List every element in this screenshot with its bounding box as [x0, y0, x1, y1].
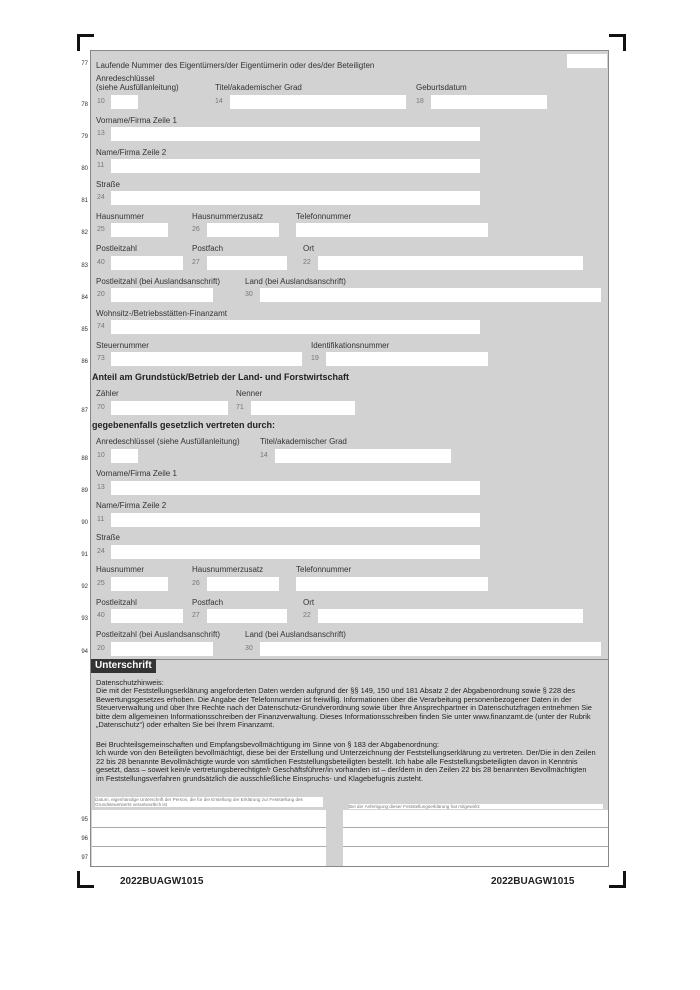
field-number: 70	[97, 404, 105, 411]
field-telefonnummer[interactable]	[296, 223, 488, 237]
label-anrede: Anredeschlüssel	[96, 74, 155, 83]
field-zaehler[interactable]	[111, 401, 228, 415]
divider	[92, 846, 326, 847]
signature-heading: Unterschrift	[91, 659, 156, 673]
label-hausnummer-vertreter: Hausnummer	[96, 565, 145, 574]
field-number: 13	[97, 484, 105, 491]
field-land-ausland[interactable]	[260, 288, 601, 302]
field-number: 18	[416, 98, 424, 105]
crop-mark-top-left	[77, 34, 94, 51]
row-number: 78	[81, 102, 88, 108]
signature-field-left[interactable]	[92, 810, 326, 866]
row-number: 77	[81, 61, 88, 67]
divider	[343, 827, 608, 828]
field-hausnummerzusatz-vertreter[interactable]	[207, 577, 279, 591]
field-number: 26	[192, 226, 200, 233]
label-land-ausland-vertreter: Land (bei Auslandsanschrift)	[245, 630, 346, 639]
label-titel: Titel/akademischer Grad	[215, 83, 302, 92]
row-number: 90	[81, 520, 88, 526]
signature-label-right: Bei der Anfertigung dieser Feststellungserklärung hat mitgewirkt:	[349, 804, 603, 809]
datenschutz-hinweis	[96, 679, 596, 729]
signature-label-left: Datum, eigenhändige Unterschrift der Person, die für die Erstellung der Erklärung zur Feststellung des Grundsteuerwerts verantwortlich ist	[95, 797, 323, 807]
label-telefonnummer: Telefonnummer	[296, 212, 352, 221]
label-postfach: Postfach	[192, 244, 224, 253]
row-number: 94	[81, 649, 88, 655]
field-number: 10	[97, 98, 105, 105]
label-hausnummer: Hausnummer	[96, 212, 145, 221]
label-steuernummer: Steuernummer	[96, 341, 149, 350]
field-ort[interactable]	[318, 256, 583, 270]
field-number: 14	[260, 452, 268, 459]
label-telefonnummer-vertreter: Telefonnummer	[296, 565, 352, 574]
field-number: 10	[97, 452, 105, 459]
field-nenner[interactable]	[251, 401, 355, 415]
field-number: 73	[97, 355, 105, 362]
label-vorname: Vorname/Firma Zeile 1	[96, 116, 177, 125]
bruchteil-text: Ich wurde von den Beteiligten bevollmächtigt, diese bei der Erstellung und Unterzeichnung der Feststellungserklärung zu vertreten. Der/Die in den Zeilen 22 bis 28 benannte Bevollmächtigte wurde von sämtlichen Feststellungsbeteiligten bestellt. Ich habe alle Feststellungsbeteiligten davon in Kenntnis gesetzt, dass – soweit kein/e vertretungsberechtigte/r Geschäftsführer/in vorhanden ist – der/dem in den Zeilen 22 bis 28 benannten Bevollmächtigten im Feststellungsverfahren grundsätzlich die ausschließliche Einspruchs- und Klagebefugnis zusteht.	[96, 748, 596, 783]
row-number: 87	[81, 408, 88, 414]
field-hausnummer-vertreter[interactable]	[111, 577, 168, 591]
row-number: 96	[81, 836, 88, 842]
field-postleitzahl[interactable]	[111, 256, 183, 270]
field-number: 13	[97, 130, 105, 137]
field-name[interactable]	[111, 159, 480, 173]
label-land-ausland: Land (bei Auslandsanschrift)	[245, 277, 346, 286]
field-anrede-vertreter[interactable]	[111, 449, 138, 463]
field-number: 30	[245, 645, 253, 652]
divider	[92, 827, 326, 828]
label-zaehler: Zähler	[96, 389, 119, 398]
field-number: 14	[215, 98, 223, 105]
field-strasse[interactable]	[111, 191, 480, 205]
field-number: 30	[245, 291, 253, 298]
field-strasse-vertreter[interactable]	[111, 545, 480, 559]
row-number: 88	[81, 456, 88, 462]
field-number: 24	[97, 548, 105, 555]
field-number: 22	[303, 259, 311, 266]
row-number: 84	[81, 295, 88, 301]
field-hausnummer[interactable]	[111, 223, 168, 237]
row-number: 91	[81, 552, 88, 558]
field-titel-vertreter[interactable]	[275, 449, 451, 463]
field-number: 25	[97, 580, 105, 587]
label-postfach-vertreter: Postfach	[192, 598, 224, 607]
field-postfach-vertreter[interactable]	[207, 609, 287, 623]
label-postleitzahl-vertreter: Postleitzahl	[96, 598, 137, 607]
field-plz-ausland-vertreter[interactable]	[111, 642, 213, 656]
field-number: 19	[311, 355, 319, 362]
field-number: 22	[303, 612, 311, 619]
field-anrede[interactable]	[111, 95, 138, 109]
field-identifikationsnummer[interactable]	[326, 352, 488, 366]
field-vorname-vertreter[interactable]	[111, 481, 480, 495]
row-number: 93	[81, 616, 88, 622]
field-number: 74	[97, 323, 105, 330]
field-number: 20	[97, 645, 105, 652]
row-number: 92	[81, 584, 88, 590]
field-land-ausland-vertreter[interactable]	[260, 642, 601, 656]
label-identifikationsnummer: Identifikationsnummer	[311, 341, 390, 350]
row-number: 86	[81, 359, 88, 365]
row-number: 83	[81, 263, 88, 269]
divider	[343, 846, 608, 847]
label-anrede-hint: (siehe Ausfüllanleitung)	[96, 83, 179, 92]
field-number: 40	[97, 259, 105, 266]
field-steuernummer[interactable]	[111, 352, 302, 366]
row-number: 80	[81, 166, 88, 172]
field-number: 40	[97, 612, 105, 619]
label-plz-ausland: Postleitzahl (bei Auslandsanschrift)	[96, 277, 221, 286]
label-name: Name/Firma Zeile 2	[96, 148, 167, 157]
label-postleitzahl: Postleitzahl	[96, 244, 137, 253]
row-number: 81	[81, 198, 88, 204]
bruchteil-title: Bei Bruchteilsgemeinschaften und Empfangsbevollmächtigung im Sinne von § 183 der Abgabenordnung:	[96, 740, 440, 749]
label-geburtsdatum: Geburtsdatum	[416, 83, 467, 92]
field-titel[interactable]	[230, 95, 406, 109]
label-ort: Ort	[303, 244, 315, 253]
field-number: 26	[192, 580, 200, 587]
field-number: 27	[192, 259, 200, 266]
field-name-vertreter[interactable]	[111, 513, 480, 527]
row-number: 89	[81, 488, 88, 494]
field-hausnummerzusatz[interactable]	[207, 223, 279, 237]
form-code-left: 2022BUAGW1015	[120, 876, 204, 887]
field-number: 11	[97, 516, 105, 523]
label-titel-vertreter: Titel/akademischer Grad	[260, 437, 347, 446]
datenschutz-title: Datenschutzhinweis:	[96, 678, 164, 687]
section-vertreten: gegebenenfalls gesetzlich vertreten durch:	[92, 420, 276, 430]
label-anrede-vertreter: Anredeschlüssel (siehe Ausfüllanleitung)	[96, 437, 240, 446]
field-number: 20	[97, 291, 105, 298]
datenschutz-text: Die mit der Feststellungserklärung angeforderten Daten werden aufgrund der §§ 149, 150 und 181 Absatz 2 der Abgabenordnung sowie § 228 des Bewertungsgesetzes erhoben. Die Angabe der Telefonnummer ist freiwillig. Informationen über die Verarbeitung personenbezogener Daten in der Steuerverwaltung und über Ihre Rechte nach der Datenschutz-Grundverordnung sowie über Ihre Ansprechpartner in Datenschutzfragen entnehmen Sie bitte dem allgemeinen Informationsschreiben der Finanzverwaltung. Dieses Informationsschreiben finden Sie unter www.finanzamt.de (unter der Rubrik „Datenschutz“) oder erhalten Sie bei Ihrem Finanzamt.	[96, 686, 592, 730]
label-strasse-vertreter: Straße	[96, 533, 121, 542]
field-number: 24	[97, 194, 105, 201]
field-telefonnummer-vertreter[interactable]	[296, 577, 488, 591]
row-number: 82	[81, 230, 88, 236]
crop-mark-bottom-right	[609, 871, 626, 888]
crop-mark-bottom-left	[77, 871, 94, 888]
field-ort-vertreter[interactable]	[318, 609, 583, 623]
field-postleitzahl-vertreter[interactable]	[111, 609, 183, 623]
field-number: 27	[192, 612, 200, 619]
row-number: 79	[81, 134, 88, 140]
label-nenner: Nenner	[236, 389, 263, 398]
field-number: 11	[97, 162, 105, 169]
label-ort-vertreter: Ort	[303, 598, 315, 607]
row-number: 97	[81, 855, 88, 861]
field-geburtsdatum[interactable]	[431, 95, 547, 109]
label-name-vertreter: Name/Firma Zeile 2	[96, 501, 167, 510]
field-number: 25	[97, 226, 105, 233]
field-postfach[interactable]	[207, 256, 287, 270]
field-number: 71	[236, 404, 244, 411]
row-number: 95	[81, 817, 88, 823]
label-hausnummerzusatz: Hausnummerzusatz	[192, 212, 264, 221]
label-hausnummerzusatz-vertreter: Hausnummerzusatz	[192, 565, 264, 574]
row-number: 85	[81, 327, 88, 333]
label-finanzamt: Wohnsitz-/Betriebsstätten-Finanzamt	[96, 309, 228, 318]
signature-field-right[interactable]	[343, 810, 608, 866]
crop-mark-top-right	[609, 34, 626, 51]
field-finanzamt[interactable]	[111, 320, 480, 334]
field-laufende-nummer[interactable]	[567, 54, 607, 68]
field-vorname[interactable]	[111, 127, 480, 141]
section-anteil: Anteil am Grundstück/Betrieb der Land- und Forstwirtschaft	[92, 372, 350, 382]
label-plz-ausland-vertreter: Postleitzahl (bei Auslandsanschrift)	[96, 630, 221, 639]
field-plz-ausland[interactable]	[111, 288, 213, 302]
label-vorname-vertreter: Vorname/Firma Zeile 1	[96, 469, 177, 478]
form-code-right: 2022BUAGW1015	[491, 876, 575, 887]
label-laufende-nummer: Laufende Nummer des Eigentümers/der Eigentümerin oder des/der Beteiligten	[96, 61, 375, 70]
bruchteil-hinweis	[96, 741, 596, 783]
label-strasse: Straße	[96, 180, 121, 189]
